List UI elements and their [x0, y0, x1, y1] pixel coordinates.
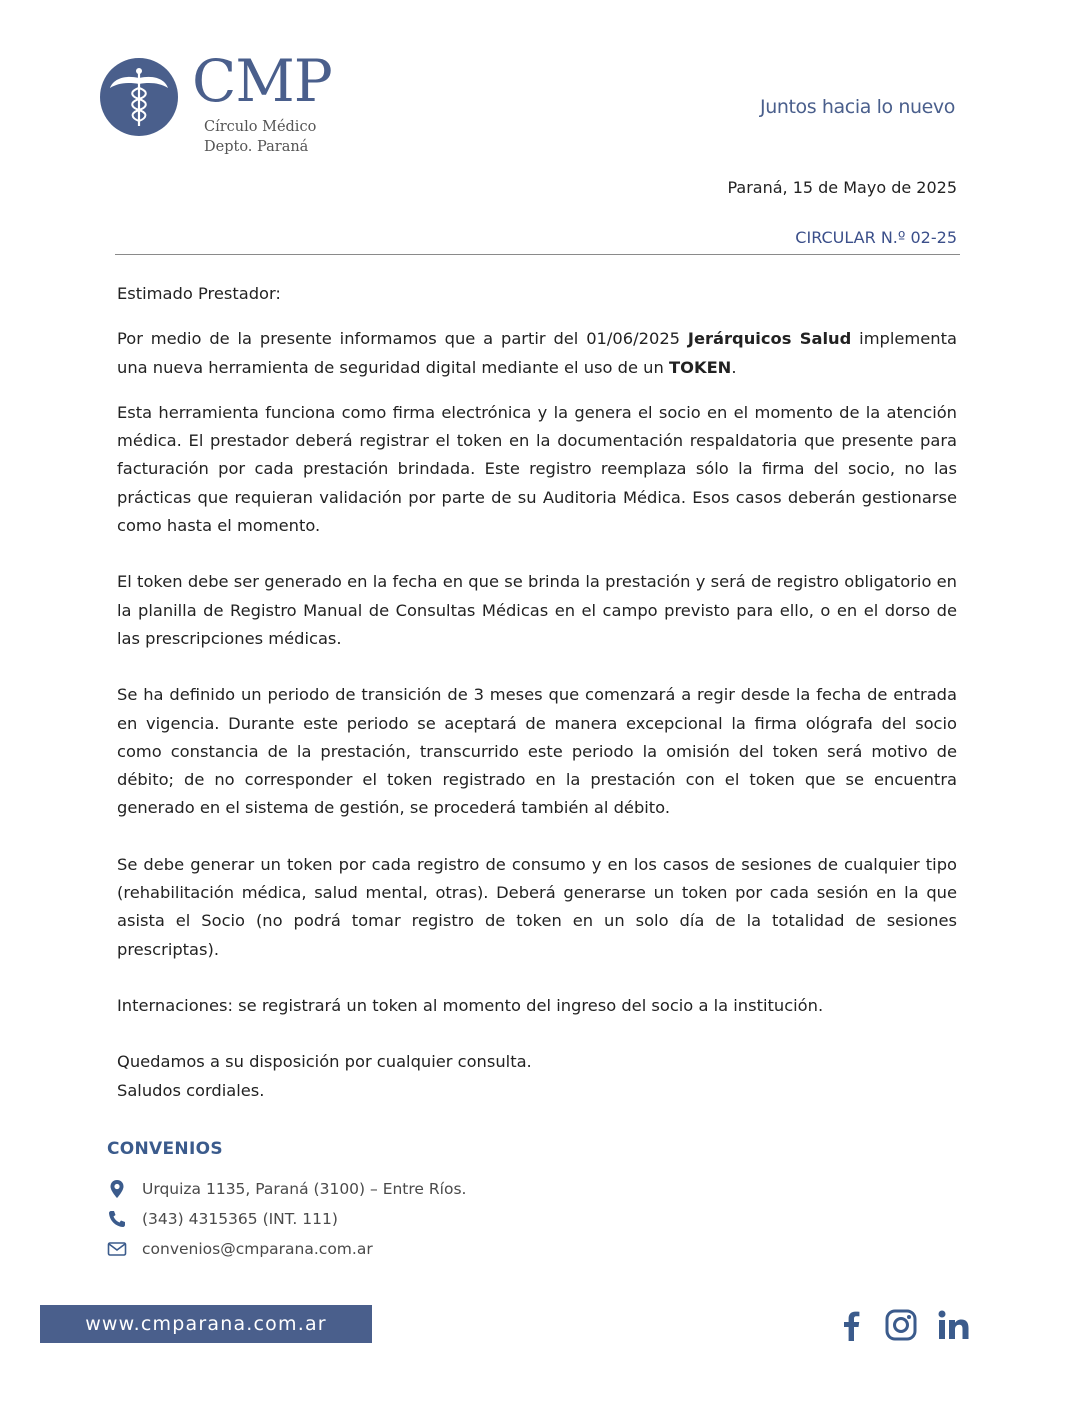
paragraph-intro-text-b: implementa una nueva herramienta de seguridad digital mediante el uso de un	[117, 329, 957, 377]
address-text: Urquiza 1135, Paraná (3100) – Entre Ríos.	[142, 1180, 467, 1198]
closing-line1: Quedamos a su disposición por cualquier consulta.	[117, 1052, 532, 1072]
circular-number: CIRCULAR N.º 02-25	[795, 228, 957, 247]
website-banner[interactable]	[40, 1305, 372, 1343]
token-keyword: TOKEN	[669, 357, 732, 377]
logo-subtitle-line1: Círculo Médico	[204, 119, 317, 135]
paragraph-sessions: Se debe generar un token por cada registro de consumo y en los casos de sesiones de cualquier tipo (rehabilitación médica, salud mental, otras). Deberá generarse un token por cada sesión en la que asista el Socio (no podrá tomar registro de token en un solo día de la totalidad de sesiones prescriptas).	[117, 854, 957, 959]
logo-wordmark: CMP	[192, 47, 332, 115]
linkedin-icon[interactable]	[936, 1305, 972, 1345]
paragraph-transition-period: Se ha definido un periodo de transición de 3 meses que comenzará a regir desde la fecha de entrada en vigencia. Durante este periodo se aceptará de manera excepcional la firma ológrafa del socio como constancia de la prestación, transcurrido este periodo la omisión del token será motivo de débito; de no corresponder el token registrado en la prestación con el token que se encuentra generado en el sistema de gestión, se procederá también al débito.	[117, 685, 957, 818]
email-text[interactable]: convenios@cmparana.com.ar	[142, 1240, 373, 1258]
letter-body	[117, 280, 957, 1105]
paragraph-intro-text-c: .	[731, 357, 737, 377]
letter-date: Paraná, 15 de Mayo de 2025	[727, 178, 957, 197]
paragraph-internaciones: Internaciones: se registrará un token al momento del ingreso del socio a la institución.	[117, 995, 824, 1015]
instagram-icon[interactable]	[884, 1305, 918, 1345]
location-pin-icon	[107, 1179, 127, 1199]
cmp-logo	[100, 47, 360, 158]
caduceus-emblem-icon	[100, 58, 178, 136]
paragraph-token-generation: El token debe ser generado en la fecha en que se brinda la prestación y será de registro obligatorio en la planilla de Registro Manual de Consultas Médicas en el campo previsto para ello, o en el dorso de las prescripciones médicas.	[117, 572, 957, 648]
greeting: Estimado Prestador:	[117, 284, 281, 303]
logo-subtitle-line2: Depto. Paraná	[204, 139, 309, 155]
website-text[interactable]: www.cmparana.com.ar	[85, 1313, 327, 1335]
facebook-icon[interactable]	[838, 1305, 864, 1345]
mail-icon	[107, 1239, 127, 1259]
header-divider	[115, 254, 960, 255]
paragraph-intro-text-a: Por medio de la presente informamos que a partir del 01/06/2025	[117, 329, 688, 349]
convenios-title: CONVENIOS	[107, 1139, 223, 1159]
phone-text: (343) 4315365 (INT. 111)	[142, 1210, 338, 1228]
paragraph-token-description: Esta herramienta funciona como firma electrónica y la genera el socio en el momento de la atención médica. El prestador deberá registrar el token en la documentación respaldatoria que presente para facturación por cada prestación brindada. Este registro reemplaza sólo la firma del socio, no las prácticas que requieran validación por parte de su Auditoria Médica. Esos casos deberán gestionarse como hasta el momento.	[117, 402, 957, 536]
closing-line2: Saludos cordiales.	[117, 1080, 265, 1100]
tagline: Juntos hacia lo nuevo	[760, 96, 955, 118]
phone-icon	[107, 1209, 127, 1229]
paragraph-intro	[117, 325, 957, 382]
provider-name: Jerárquicos Salud	[687, 329, 852, 349]
